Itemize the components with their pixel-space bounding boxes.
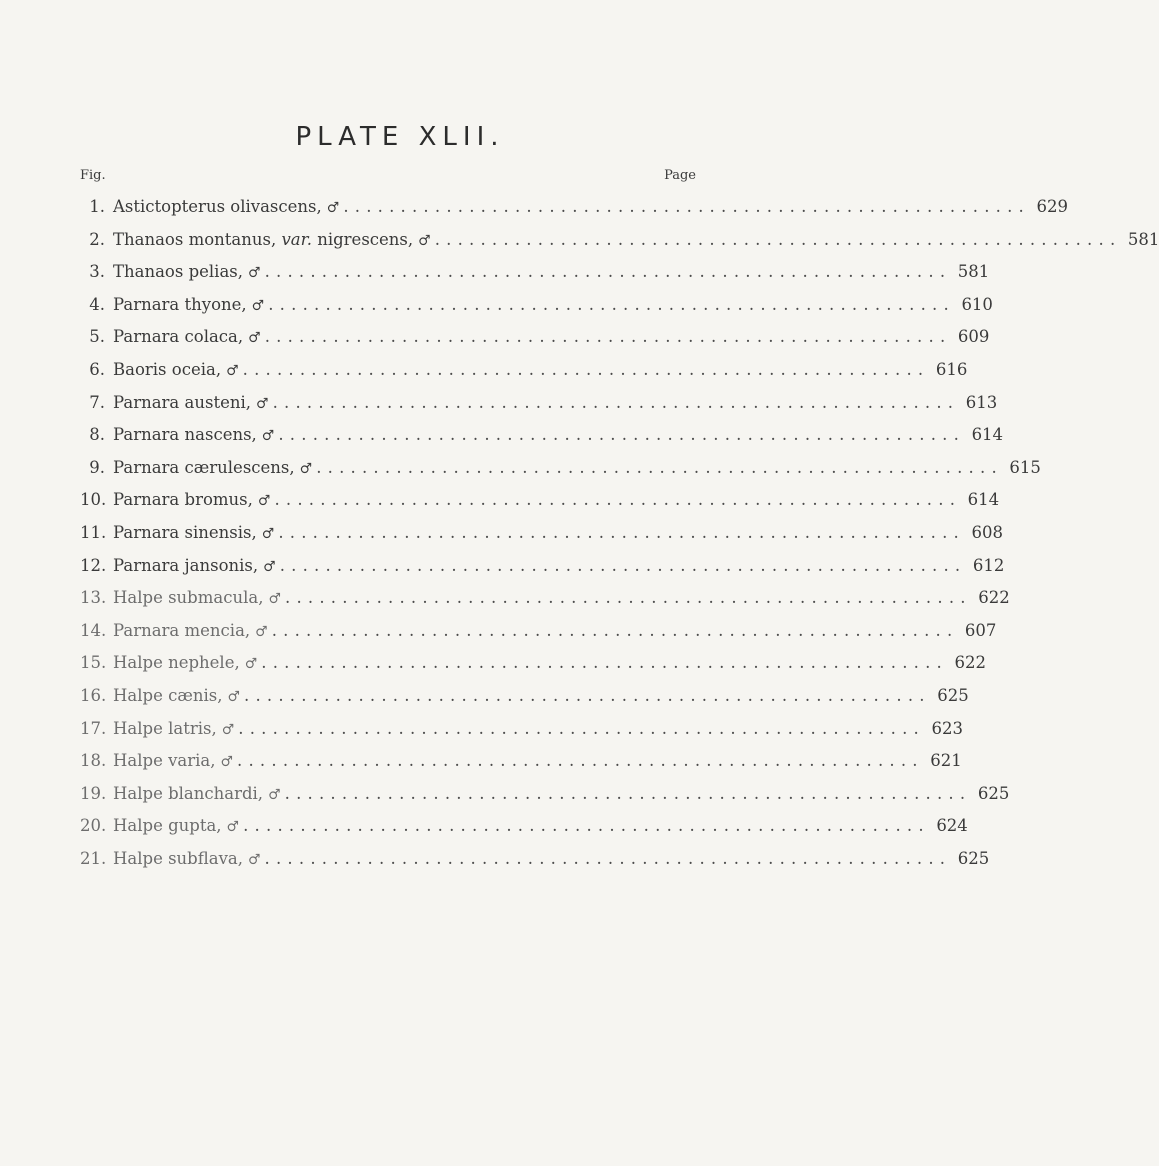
species-name-part: Thanaos montanus, bbox=[113, 229, 282, 249]
figure-number: 9. bbox=[89, 457, 105, 477]
male-symbol: ♂ bbox=[227, 688, 241, 705]
dot-leader: ............................................................ bbox=[274, 490, 962, 510]
list-item bbox=[80, 751, 962, 784]
species-name: Parnara mencia, bbox=[113, 620, 251, 640]
dot-leader: ............................................................ bbox=[316, 457, 1003, 477]
species-name: Halpe blanchardi, bbox=[113, 783, 264, 803]
figure-number: 21. bbox=[80, 848, 107, 868]
list-item bbox=[80, 262, 990, 295]
fig-column-header: Fig. bbox=[80, 168, 106, 183]
list-item bbox=[80, 522, 1004, 556]
list-item bbox=[80, 620, 997, 654]
male-symbol: ♂ bbox=[261, 428, 275, 445]
species-name-part: nigrescens, bbox=[311, 229, 414, 249]
figure-number: 14. bbox=[80, 620, 107, 640]
plate-index-list bbox=[80, 197, 1159, 881]
species-name: Astictopterus olivascens, bbox=[113, 197, 322, 216]
page-number: 623 bbox=[931, 718, 963, 738]
dot-leader: ............................................................ bbox=[272, 392, 960, 412]
species-name: Parnara austeni, bbox=[113, 392, 251, 412]
species-name: Parnara thyone, bbox=[113, 294, 247, 314]
male-symbol: ♂ bbox=[248, 330, 261, 347]
dot-leader: ............................................................ bbox=[238, 718, 925, 738]
figure-number: 3. bbox=[89, 262, 105, 282]
male-symbol: ♂ bbox=[248, 265, 261, 282]
species-name: Halpe latris, bbox=[113, 718, 217, 738]
male-symbol: ♂ bbox=[251, 297, 265, 314]
figure-number: 7. bbox=[89, 392, 105, 412]
male-symbol: ♂ bbox=[221, 721, 235, 738]
dot-leader: ............................................................ bbox=[243, 816, 930, 836]
species-name: Parnara bromus, bbox=[113, 490, 253, 510]
dot-leader: ............................................................ bbox=[278, 522, 966, 542]
list-item bbox=[80, 555, 1005, 589]
page-number: 609 bbox=[957, 327, 990, 347]
list-item bbox=[80, 229, 1159, 263]
male-symbol: ♂ bbox=[247, 851, 261, 868]
figure-number: 17. bbox=[80, 718, 107, 738]
figure-number: 11. bbox=[80, 522, 107, 542]
male-symbol: ♂ bbox=[418, 232, 431, 249]
page-number: 615 bbox=[1009, 457, 1041, 477]
list-item bbox=[80, 392, 998, 426]
male-symbol: ♂ bbox=[326, 200, 340, 216]
figure-number: 18. bbox=[80, 751, 107, 771]
dot-leader: ............................................................ bbox=[264, 327, 952, 347]
page-column-header: Page bbox=[664, 168, 696, 183]
page-number: 625 bbox=[977, 783, 1010, 803]
list-item bbox=[80, 327, 990, 360]
species-name bbox=[113, 230, 413, 250]
figure-number: 16. bbox=[80, 685, 107, 705]
page-number: 629 bbox=[1036, 197, 1069, 216]
figure-number: 8. bbox=[89, 425, 105, 445]
page-number: 613 bbox=[965, 392, 998, 412]
species-name: Parnara nascens, bbox=[113, 425, 257, 445]
species-name: Baoris oceia, bbox=[113, 359, 222, 379]
list-item bbox=[80, 359, 968, 393]
dot-leader: ............................................................ bbox=[264, 262, 952, 282]
page-number: 614 bbox=[971, 425, 1004, 445]
page-number: 614 bbox=[967, 490, 1000, 510]
dot-leader: ............................................................ bbox=[434, 229, 1122, 249]
species-name: Halpe cænis, bbox=[113, 685, 223, 705]
species-name: Halpe subflava, bbox=[113, 848, 243, 868]
page-number: 622 bbox=[954, 653, 986, 673]
male-symbol: ♂ bbox=[226, 362, 239, 379]
figure-number: 10. bbox=[80, 490, 107, 510]
page-title: PLATE XLII. bbox=[295, 122, 505, 152]
list-item bbox=[80, 197, 1069, 230]
list-item bbox=[80, 783, 1010, 817]
dot-leader: ............................................................ bbox=[242, 359, 930, 379]
page-number: 612 bbox=[972, 555, 1005, 575]
figure-number: 12. bbox=[80, 555, 107, 575]
dot-leader: ............................................................ bbox=[244, 685, 931, 705]
species-name: Halpe submacula, bbox=[113, 588, 264, 608]
page-number: 581 bbox=[1127, 229, 1159, 249]
list-item bbox=[80, 490, 1000, 523]
page-number: 624 bbox=[936, 816, 968, 836]
dot-leader: ............................................................ bbox=[279, 555, 967, 575]
list-item bbox=[80, 816, 968, 849]
page-number: 625 bbox=[957, 848, 990, 868]
male-symbol: ♂ bbox=[256, 395, 269, 412]
list-item bbox=[80, 294, 993, 328]
figure-number: 19. bbox=[80, 783, 107, 803]
male-symbol: ♂ bbox=[255, 623, 268, 640]
dot-leader: ............................................................ bbox=[343, 197, 1031, 216]
male-symbol: ♂ bbox=[268, 786, 281, 803]
page-number: 625 bbox=[937, 685, 969, 705]
figure-number: 5. bbox=[89, 327, 105, 347]
male-symbol: ♂ bbox=[257, 493, 271, 510]
male-symbol: ♂ bbox=[261, 525, 275, 542]
figure-number: 15. bbox=[80, 653, 107, 673]
male-symbol: ♂ bbox=[244, 656, 258, 673]
list-item bbox=[80, 685, 969, 719]
male-symbol: ♂ bbox=[299, 460, 313, 477]
male-symbol: ♂ bbox=[268, 591, 282, 608]
species-name: Parnara colaca, bbox=[113, 327, 244, 347]
figure-number: 1. bbox=[89, 197, 105, 216]
page-number: 622 bbox=[978, 588, 1010, 608]
species-name: Halpe gupta, bbox=[113, 816, 222, 836]
page-number: 610 bbox=[961, 294, 993, 314]
figure-number: 20. bbox=[80, 816, 107, 836]
figure-number: 4. bbox=[89, 294, 105, 314]
page-number: 621 bbox=[930, 751, 962, 771]
page-number: 581 bbox=[957, 262, 990, 282]
species-name: Halpe nephele, bbox=[113, 653, 240, 673]
dot-leader: ............................................................ bbox=[268, 294, 955, 314]
male-symbol: ♂ bbox=[220, 754, 234, 771]
list-item bbox=[80, 457, 1041, 491]
dot-leader: ............................................................ bbox=[264, 848, 952, 868]
male-symbol: ♂ bbox=[263, 558, 276, 575]
species-name: Parnara sinensis, bbox=[113, 522, 257, 542]
dot-leader: ............................................................ bbox=[237, 751, 924, 771]
list-item bbox=[80, 588, 1010, 621]
list-item bbox=[80, 718, 963, 752]
dot-leader: ............................................................ bbox=[271, 620, 959, 640]
species-name: Parnara jansonis, bbox=[113, 555, 259, 575]
male-symbol: ♂ bbox=[226, 819, 240, 836]
figure-number: 13. bbox=[80, 588, 107, 608]
variety-abbreviation: var. bbox=[281, 229, 312, 249]
list-item bbox=[80, 848, 990, 882]
figure-number: 2. bbox=[89, 229, 105, 249]
page-number: 608 bbox=[971, 522, 1004, 542]
dot-leader: ............................................................ bbox=[278, 425, 966, 445]
species-name: Thanaos pelias, bbox=[113, 262, 244, 282]
page-number: 616 bbox=[935, 359, 968, 379]
species-name: Parnara cærulescens, bbox=[113, 457, 295, 477]
figure-number: 6. bbox=[89, 359, 105, 379]
page-number: 607 bbox=[964, 620, 997, 640]
list-item bbox=[80, 425, 1004, 458]
species-name: Halpe varia, bbox=[113, 751, 216, 771]
dot-leader: ............................................................ bbox=[261, 653, 948, 673]
dot-leader: ............................................................ bbox=[284, 783, 972, 803]
list-item bbox=[80, 653, 986, 686]
dot-leader: ............................................................ bbox=[285, 588, 972, 608]
